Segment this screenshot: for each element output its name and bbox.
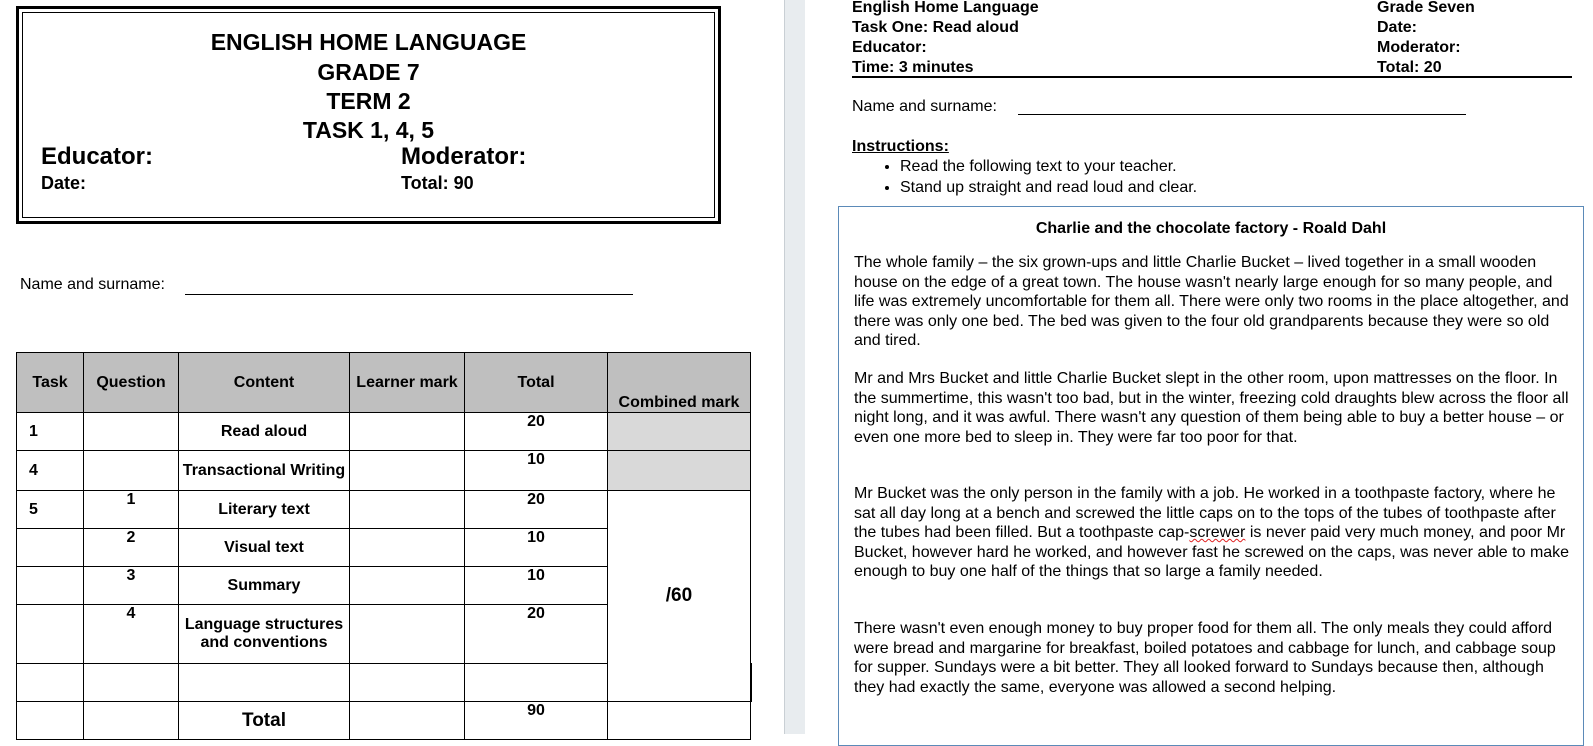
name-surname-line-right[interactable]: [1018, 114, 1466, 115]
passage-title: Charlie and the chocolate factory - Roald Dahl: [1035, 220, 1387, 237]
row-learner-mark[interactable]: [350, 491, 465, 529]
row-learner-mark[interactable]: [350, 529, 465, 567]
instructions-title: Instructions:: [852, 138, 949, 155]
row-total: 10: [465, 567, 608, 605]
row-learner-mark[interactable]: [350, 413, 465, 451]
row-learner-mark[interactable]: [350, 567, 465, 605]
row-question: 4: [84, 605, 179, 664]
spelling-flagged-word: screwer: [1189, 524, 1246, 542]
name-surname-label-right: Name and surname:: [852, 98, 997, 115]
row-content: Visual text: [179, 529, 350, 567]
header-task: Task: [17, 353, 84, 413]
right-header-right: [1377, 0, 1475, 78]
row-combined-shaded: [608, 451, 751, 491]
row-total: 20: [465, 413, 608, 451]
paragraph-text: is never paid very much money, and poor Mr Bucket, however hard he worked, and however fast he screwed on the caps, was never able to make enough to buy one half of the things that so large a family needed.: [854, 524, 1570, 581]
right-header-left: [852, 0, 1039, 78]
row-task: [17, 529, 84, 567]
row-task: 4: [17, 451, 84, 491]
table-row: [17, 451, 752, 491]
passage-paragraph: There wasn't even enough money to buy proper food for them all. The only meals they could afford were bread and margarine for breakfast, boiled potatoes and cabbage for lunch, and cabbage soup for supper. Sundays were a bit better. They all looked forward to Sundays because then, although they had exactly the same, everyone was allowed a second helping.: [854, 620, 1556, 696]
time-label: Time: 3 minutes: [852, 59, 974, 76]
passage-paragraph: The whole family – the six grown-ups and little Charlie Bucket – lived together in a small wooden house on the edge of a great town. The house wasn't nearly large enough for so many people, and life was extremely uncomfortable for them all. There were only two rooms in the place altogether, and there was only one bed. The bed was given to the four old grandparents because they were so old and tired.: [854, 254, 1569, 350]
row-combined-empty: [751, 664, 752, 702]
table-row: [17, 491, 752, 529]
marks-table: [16, 352, 752, 740]
date-label-right: Date:: [1377, 19, 1418, 36]
row-content: Transactional Writing: [179, 451, 350, 491]
moderator-label: Moderator:: [401, 143, 527, 170]
name-surname-line[interactable]: [185, 294, 633, 295]
header-question: Question: [84, 353, 179, 413]
row-content: [179, 664, 350, 702]
row-question: [84, 451, 179, 491]
row-learner-mark[interactable]: [350, 605, 465, 664]
row-task: 1: [17, 413, 84, 451]
row-learner-mark[interactable]: [350, 451, 465, 491]
row-total: 20: [465, 605, 608, 664]
row-content: Summary: [179, 567, 350, 605]
row-question: 3: [84, 567, 179, 605]
instruction-item: • Stand up straight and read loud and clear.: [900, 177, 1197, 198]
row-combined-shaded: [608, 413, 751, 451]
title-box: [16, 6, 721, 224]
row-content: Read aloud: [179, 413, 350, 451]
grade-label: Grade Seven: [1377, 0, 1475, 16]
instructions-list: [852, 156, 1197, 198]
row-question: 2: [84, 529, 179, 567]
educator-label-right: Educator:: [852, 39, 927, 56]
passage-box: [838, 206, 1584, 746]
date-label: Date:: [41, 173, 87, 193]
header-combined-mark: Combined mark: [608, 353, 751, 413]
row-question: [84, 664, 179, 702]
title-tasks: TASK 1, 4, 5: [302, 117, 435, 143]
paragraph-text: Mr Bucket was the only person in the family with a job. He worked in a toothpaste factory, where he sat all day long at a bench and screwed the little caps on to the tops of the tubes of toothpaste after the tubes had been filled. But a toothpaste cap-: [854, 485, 1556, 542]
row-total: [465, 664, 608, 702]
row-task: [17, 664, 84, 702]
left-page: [0, 0, 780, 734]
subject-label: English Home Language: [852, 0, 1039, 16]
row-task: [17, 605, 84, 664]
moderator-label-right: Moderator:: [1377, 39, 1461, 56]
total-row-label: Total: [179, 702, 350, 740]
educator-label: Educator:: [41, 143, 154, 170]
total-label: Total: 90: [401, 173, 474, 193]
combined-mark-value: /60: [608, 491, 751, 702]
passage-paragraph: [854, 484, 1572, 582]
total-row-value: 90: [465, 702, 608, 740]
row-content: Language structures and conventions: [179, 605, 350, 664]
header-rule: [852, 76, 1572, 78]
header-content: Content: [179, 353, 350, 413]
task-label: Task One: Read aloud: [852, 19, 1019, 36]
row-question: [84, 413, 179, 451]
header-learner-mark: Learner mark: [350, 353, 465, 413]
row-content: Literary text: [179, 491, 350, 529]
row-learner-mark[interactable]: [350, 664, 465, 702]
row-task: [17, 567, 84, 605]
page-gutter: [784, 0, 806, 734]
row-total: 10: [465, 529, 608, 567]
row-total: 10: [465, 451, 608, 491]
title-box-inner-border: [22, 12, 715, 218]
name-surname-label: Name and surname:: [20, 276, 165, 293]
table-header-row: [17, 353, 752, 413]
row-task: 5: [17, 491, 84, 529]
row-total: 20: [465, 491, 608, 529]
row-question: 1: [84, 491, 179, 529]
title-subject: ENGLISH HOME LANGUAGE: [210, 29, 527, 55]
table-row: [17, 413, 752, 451]
title-grade: GRADE 7: [317, 59, 420, 85]
instruction-item: • Read the following text to your teacher.: [900, 156, 1197, 177]
title-term: TERM 2: [326, 88, 411, 114]
passage-paragraph: Mr and Mrs Bucket and little Charlie Bucket slept in the other room, upon mattresses on the floor. In the summertime, this wasn't too bad, but in the winter, freezing cold draughts blew across the floor all night long, and it was awful. There wasn't any question of them being able to buy a better house – or even one more bed to sleep in. They were far too poor for that.: [854, 370, 1569, 446]
header-total: Total: [465, 353, 608, 413]
total-label-right: Total: 20: [1377, 59, 1442, 76]
